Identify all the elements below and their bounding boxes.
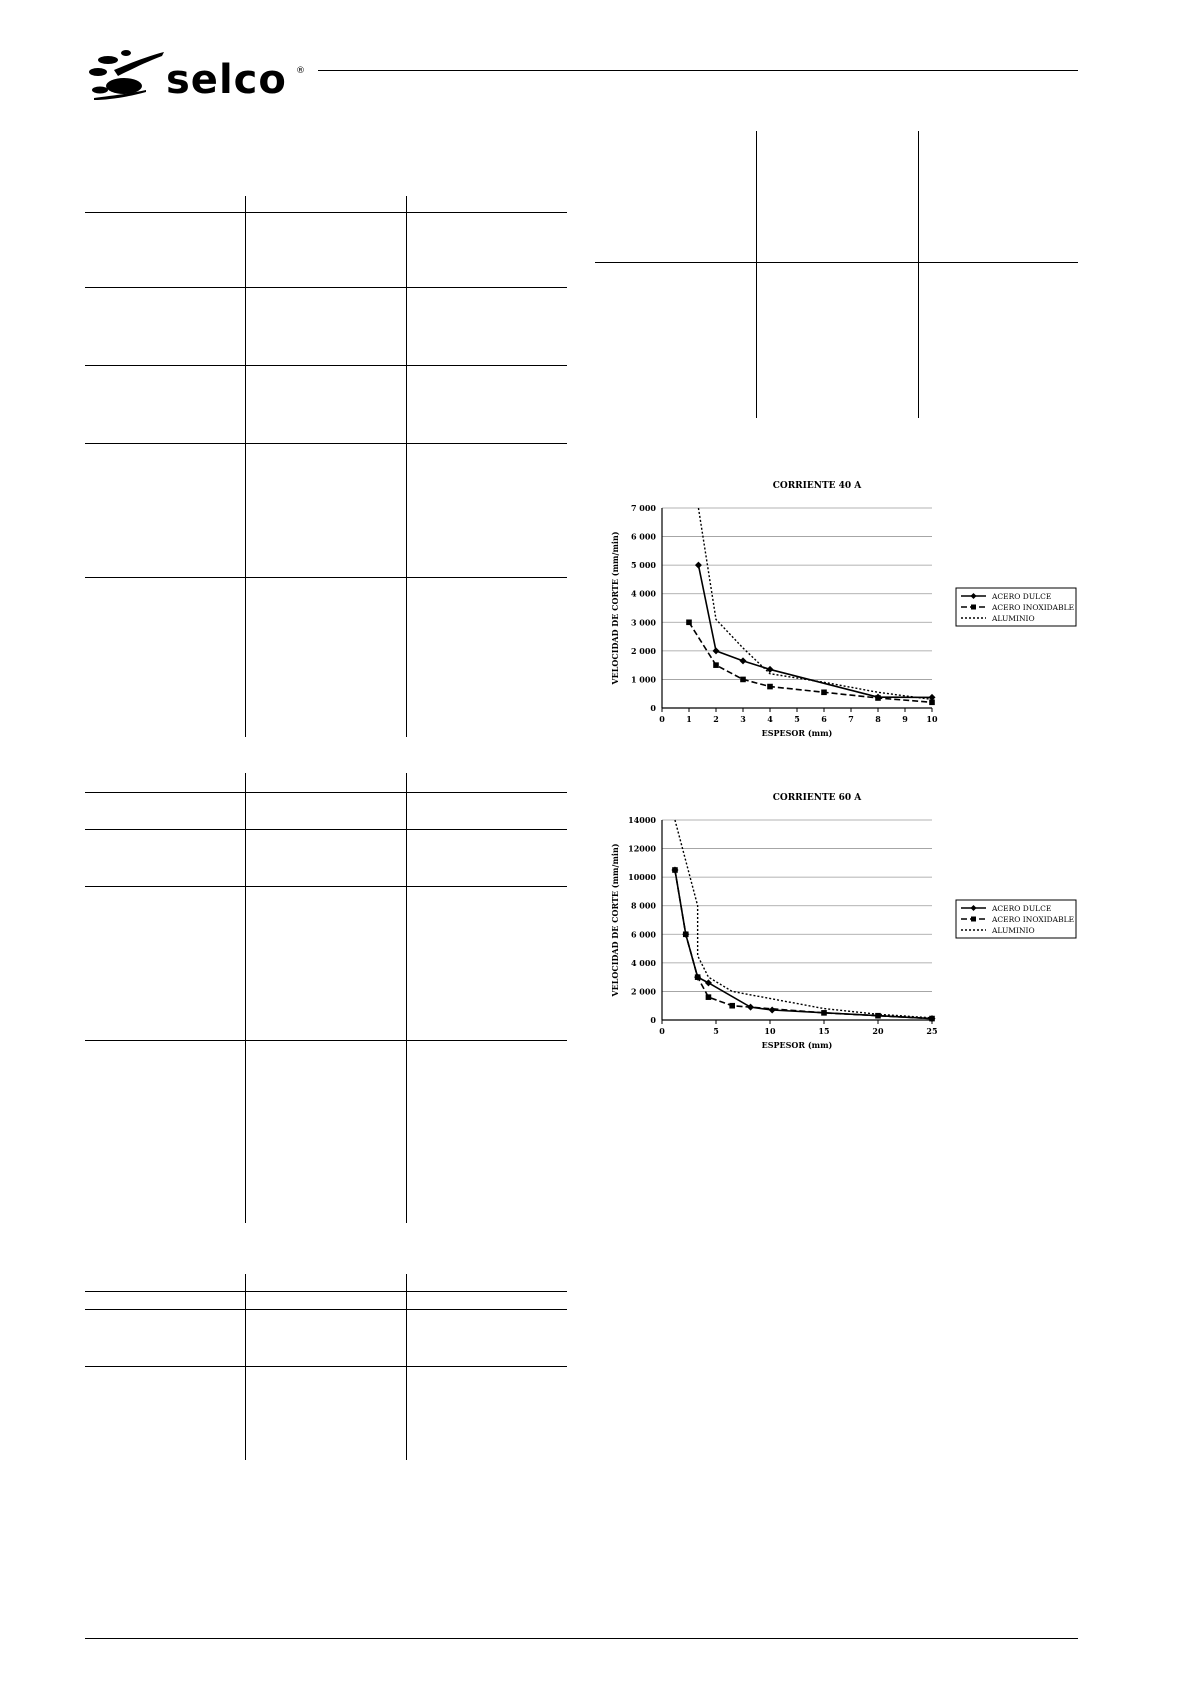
y-tick-label: 12000	[628, 843, 656, 854]
data-point-square	[767, 684, 773, 690]
y-tick-label: 0	[650, 1015, 656, 1025]
y-tick-label: 5 000	[630, 560, 656, 571]
x-axis-label: ESPESOR (mm)	[761, 1040, 833, 1050]
series-line-1	[689, 622, 932, 702]
x-tick-label: 0	[659, 714, 665, 724]
x-tick-label: 10	[926, 714, 938, 724]
x-tick-label: 15	[818, 1026, 830, 1036]
y-tick-label: 4 000	[630, 588, 656, 599]
legend-label: ALUMINIO	[992, 614, 1035, 623]
x-tick-label: 5	[794, 714, 800, 724]
x-tick-label: 6	[821, 714, 827, 724]
y-tick-label: 2 000	[630, 986, 656, 997]
y-axis-label: VELOCIDAD DE CORTE (mm/min)	[610, 843, 620, 997]
data-point-diamond	[705, 979, 712, 986]
y-axis-label: VELOCIDAD DE CORTE (mm/min)	[610, 531, 620, 685]
legend-marker-square	[971, 917, 976, 922]
chart-corriente-40a	[600, 470, 1080, 750]
x-tick-label: 2	[713, 714, 719, 724]
chart-corriente-60a	[600, 782, 1080, 1062]
x-tick-label: 5	[713, 1026, 719, 1036]
legend-label: ACERO INOXIDABLE	[992, 915, 1075, 924]
y-tick-label: 10000	[628, 872, 656, 883]
series-line-0	[698, 565, 932, 697]
data-point-square	[929, 1016, 935, 1022]
welding-swoosh-icon	[88, 46, 166, 104]
data-point-diamond	[695, 562, 702, 569]
brand-wordmark: selco	[166, 57, 287, 103]
data-point-square	[729, 1003, 735, 1009]
x-tick-label: 10	[764, 1026, 776, 1036]
data-point-square	[713, 662, 719, 668]
series-line-1	[675, 870, 932, 1019]
legend-label: ACERO DULCE	[992, 592, 1052, 601]
x-tick-label: 8	[875, 714, 881, 724]
x-tick-label: 1	[686, 714, 692, 724]
data-point-square	[706, 994, 712, 1000]
x-tick-label: 0	[659, 1026, 665, 1036]
data-point-square	[686, 619, 692, 625]
x-tick-label: 4	[767, 714, 773, 724]
y-tick-label: 0	[650, 703, 656, 713]
x-tick-label: 7	[848, 714, 854, 724]
x-tick-label: 25	[926, 1026, 938, 1036]
series-line-0	[675, 870, 932, 1019]
x-tick-label: 9	[902, 714, 908, 724]
y-tick-label: 1 000	[630, 674, 656, 685]
y-tick-label: 2 000	[630, 645, 656, 656]
data-point-diamond	[767, 666, 774, 673]
y-tick-label: 4 000	[630, 957, 656, 968]
y-tick-label: 14000	[628, 815, 656, 825]
x-tick-label: 3	[740, 714, 746, 724]
data-point-square	[821, 1010, 827, 1016]
legend-marker-square	[971, 605, 976, 610]
data-point-square	[695, 974, 701, 980]
chart-title: CORRIENTE 60 A	[772, 793, 862, 803]
data-point-square	[740, 677, 746, 683]
legend-label: ACERO INOXIDABLE	[992, 603, 1075, 612]
data-point-square	[875, 695, 881, 701]
y-tick-label: 6 000	[630, 929, 656, 940]
y-tick-label: 8 000	[630, 900, 656, 911]
x-tick-label: 20	[872, 1026, 884, 1036]
footer-rule	[85, 1638, 1078, 1639]
data-point-diamond	[713, 647, 720, 654]
data-point-diamond	[740, 657, 747, 664]
chart-title: CORRIENTE 40 A	[772, 481, 862, 491]
data-point-square	[929, 699, 935, 705]
data-point-square	[821, 689, 827, 695]
series-line-2	[675, 820, 932, 1018]
header-rule	[318, 70, 1078, 71]
y-tick-label: 6 000	[630, 531, 656, 542]
registered-mark: ®	[296, 66, 305, 76]
data-point-square	[672, 867, 678, 873]
y-tick-label: 3 000	[630, 617, 656, 628]
data-point-diamond	[769, 1007, 776, 1014]
legend-label: ALUMINIO	[992, 926, 1035, 935]
legend-label: ACERO DULCE	[992, 904, 1052, 913]
x-axis-label: ESPESOR (mm)	[761, 728, 833, 738]
y-tick-label: 7 000	[630, 503, 656, 513]
data-point-square	[683, 931, 689, 937]
